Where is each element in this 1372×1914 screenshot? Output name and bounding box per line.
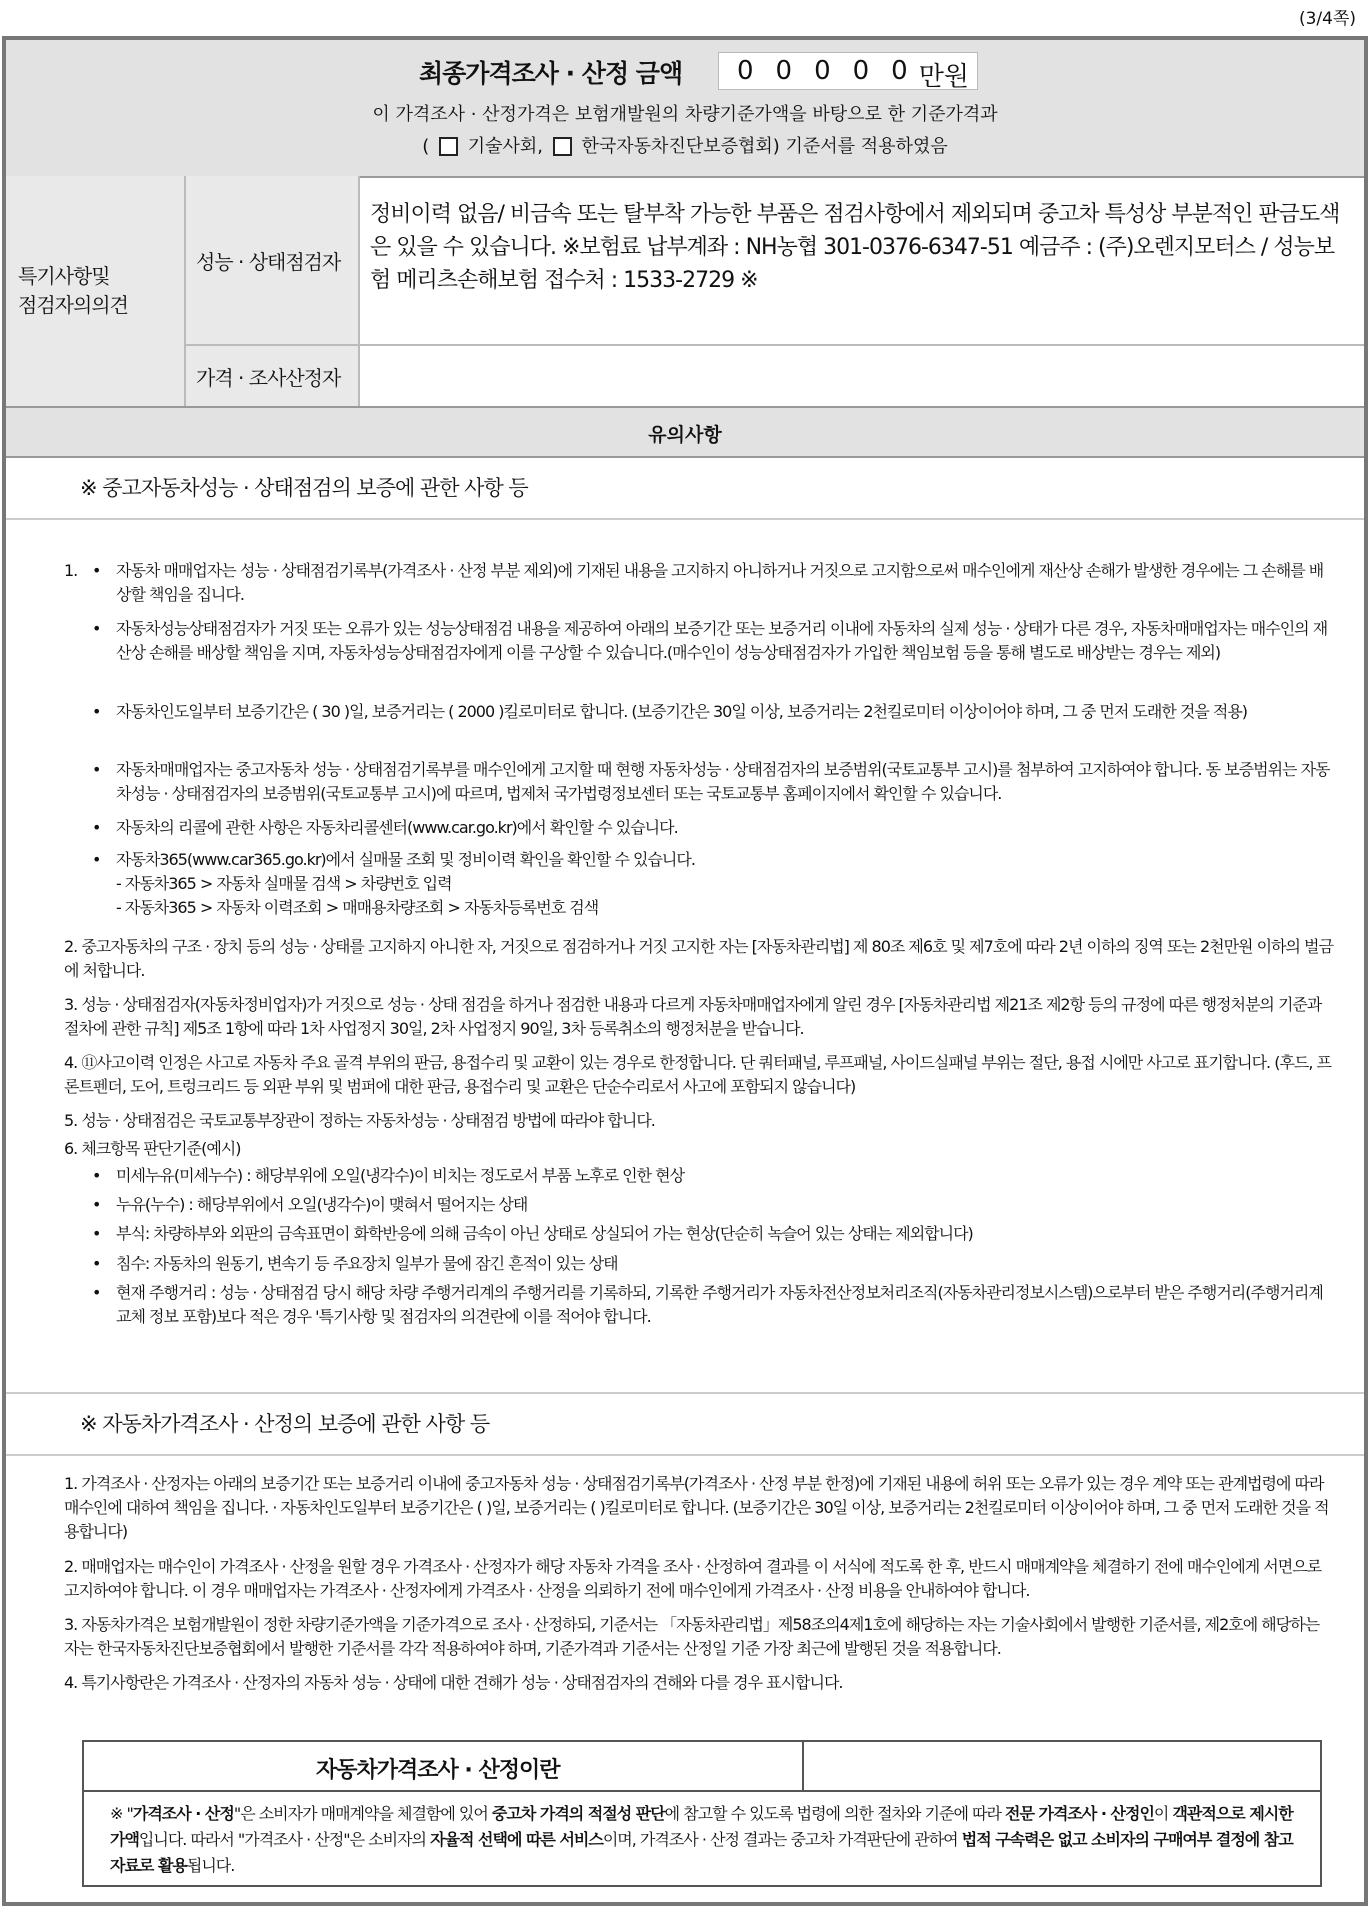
kadia-label: 한국자동차진단보증협회) 기준서를 적용하였음: [581, 136, 948, 157]
definition-text-bold: 가격조사 · 산정: [132, 1804, 234, 1823]
definition-text-part: ※ ": [110, 1804, 133, 1823]
definition-header: [82, 1740, 1322, 1792]
page-number: (3/4쪽): [1298, 9, 1356, 29]
section1-divider: [6, 518, 1364, 520]
appraiser-label: 가격 · 조사산정자: [196, 366, 341, 390]
list-item: 자동차인도일부터 보증기간은 ( 30 )일, 보증거리는 ( 2000 )킬로미터로 합니다. (보증기간은 30일 이상, 보증거리는 2천킬로미터 이상이어야 하며, 그 중 먼저 도래한 것을 적용): [116, 702, 1248, 721]
bullet-dot: •: [92, 850, 102, 869]
bullet-dot: •: [92, 1224, 102, 1243]
remarks-label: 특기사항및 점검자의의견: [18, 264, 128, 317]
final-price-section: [6, 40, 1364, 178]
tech-society-label: 기술사회,: [467, 136, 544, 157]
kadia-checkbox[interactable]: [553, 137, 572, 156]
bullet-dot: •: [92, 702, 102, 721]
definition-text-part: 이: [1153, 1804, 1173, 1823]
section1-item: 2. 중고자동차의 구조 · 장치 등의 성능 · 상태를 고지하지 아니한 자, 거짓으로 점검하거나 거짓 고지한 자는 [자동차관리법] 제 80조 제6호 및 제7호에 따라 2년 이하의 징역 또는 2천만원 이하의 벌금에 처합니다.: [64, 937, 1333, 980]
list-item: 자동차성능상태점검자가 거짓 또는 오류가 있는 성능상태점검 내용을 제공하여 아래의 보증기간 또는 보증거리 이내에 자동차의 실제 성능 · 상태가 다른 경우, 자동차매매업자는 매수인의 재산상 손해를 배상할 책임을 지며, 자동차성능상태점검자에게 이를 구상할 수 있습니다.(매수인이 성능상태점검자가 가입한 책임보험 등을 통해 별도로 배상받는 경우는 제외): [116, 619, 1328, 662]
standard-selection-line: [6, 132, 1364, 158]
bullet-dot: •: [92, 561, 102, 580]
notice-title: 유의사항: [648, 424, 722, 446]
appraiser-label-cell: [186, 346, 360, 406]
definition-text-bold: 객관적으로 제시한 가액: [110, 1804, 1293, 1849]
section2-item: 4. 특기사항란은 가격조사 · 산정자의 자동차 성능 · 상태에 대한 견해가 성능 · 상태점검자의 견해와 다를 경우 표시합니다.: [64, 1673, 843, 1692]
section2-title: ※ 자동차가격조사 · 산정의 보증에 관한 사항 등: [80, 1412, 490, 1436]
section1-item: 5. 성능 · 상태점검은 국토교통부장관이 정하는 자동차성능 · 상태점검 방법에 따라야 합니다.: [64, 1111, 655, 1130]
definition-title-cell: [84, 1742, 804, 1790]
price-basis-text: 이 가격조사 · 산정가격은 보험개발원의 차량기준가액을 바탕으로 한 기준가격과: [372, 104, 998, 125]
bullet-dot: •: [92, 760, 102, 779]
list-item: 미세누유(미세누수) : 해당부위에 오일(냉각수)이 비치는 정도로서 부품 노후로 인한 현상: [116, 1166, 685, 1185]
section2-divider-top: [6, 1392, 1364, 1394]
definition-body: [82, 1792, 1322, 1887]
definition-text-bold: 전문 가격조사 · 산정인: [1005, 1804, 1154, 1823]
inspector-label-cell: [186, 176, 360, 346]
section2-item: 3. 자동차가격은 보험개발원이 정한 차량기준가액을 기준가격으로 조사 · 산정하되, 기준서는 「자동차관리법」제58조의4제1호에 해당하는 자는 기술사회에서 발행한 기준서를, 제2호에 해당하는 자는 한국자동차진단보증협회에서 발행한 기준서를 각각 적용하여야 하며, 기준가격과 기준서는 산정일 기준 가장 최근에 발행된 것을 적용합니다.: [64, 1615, 1320, 1658]
remarks-table: [6, 176, 1364, 406]
list-item: 자동차 매매업자는 성능 · 상태점검기록부(가격조사 · 산정 부분 제외)에 기재된 내용을 고지하지 아니하거나 거짓으로 고지함으로써 매수인에게 재산상 손해가 발생한 경우에는 그 손해를 배상할 책임을 집니다.: [116, 561, 1324, 604]
bullet-dot: •: [92, 1254, 102, 1273]
list-item: 현재 주행거리 : 성능 · 상태점검 당시 해당 차량 주행거리계의 주행거리를 기록하되, 기록한 주행거리가 자동차전산정보처리조직(자동차관리정보시스템)으로부터 받은 주행거리(주행거리계 교체 정보 포함)보다 적은 경우 '특기사항 및 점검자의 의견란에 이를 적어야 합니다.: [116, 1283, 1323, 1326]
tech-society-checkbox[interactable]: [439, 137, 458, 156]
list-item: 침수: 자동차의 원동기, 변속기 등 주요장치 일부가 물에 잠긴 흔적이 있는 상태: [116, 1254, 618, 1273]
bullet-dot: •: [92, 619, 102, 638]
definition-text-part: 이며, 가격조사 · 산정 결과는 중고차 가격판단에 관하여: [602, 1830, 962, 1849]
definition-text-part: 입니다. 따라서 "가격조사 · 산정"은 소비자의: [138, 1830, 431, 1849]
definition-text-bold: 중고차 가격의 적절성 판단: [491, 1804, 665, 1823]
final-amount-unit: 만원: [918, 62, 969, 92]
notice-header: [6, 406, 1364, 458]
inspector-opinion-cell: [360, 176, 1364, 346]
definition-text-bold: 자율적 선택에 따른 서비스: [430, 1830, 603, 1849]
bullet-dot: •: [92, 1195, 102, 1214]
final-price-title: 최종가격조사 · 산정 금액: [419, 59, 683, 88]
list-item: 부식: 차량하부와 외판의 금속표면이 화학반응에 의해 금속이 아닌 상태로 상실되어 가는 현상(단순히 녹슬어 있는 상태는 제외합니다): [116, 1224, 973, 1243]
list-item: 자동차365(www.car365.go.kr)에서 실매물 조회 및 정비이력 확인을 확인할 수 있습니다. - 자동차365 > 자동차 실매물 검색 > 차량번호 입력 - 자동차365 > 자동차 이력조회 > 매매용차량조회 > 자동차등록번호 검색: [116, 850, 695, 917]
paren-open: (: [422, 136, 430, 157]
section1-item: 6. 체크항목 판단기준(예시): [64, 1139, 241, 1158]
section1-item1-number: 1.: [64, 561, 78, 580]
inspector-label: 성능 · 상태점검자: [196, 250, 341, 274]
section2-item: 2. 매매업자는 매수인이 가격조사 · 산정을 원할 경우 가격조사 · 산정자가 해당 자동차 가격을 조사 · 산정하여 결과를 이 서식에 적도록 한 후, 반드시 매매계약을 체결하기 전에 매수인에게 서면으로 고지하여야 합니다. 이 경우 매매업자는 가격조사 · 산정자에게 가격조사 · 산정을 의뢰하기 전에 매수인에게 가격조사 · 산정 비용을 안내하여야 합니다.: [64, 1557, 1322, 1600]
definition-text: [110, 1801, 1300, 1879]
list-item: 자동차의 리콜에 관한 사항은 자동차리콜센터(www.car.go.kr)에서 확인할 수 있습니다.: [116, 818, 678, 837]
section2-item: 1. 가격조사 · 산정자는 아래의 보증기간 또는 보증거리 이내에 중고자동차 성능 · 상태점검기록부(가격조사 · 산정 부분 한정)에 기재된 내용에 허위 또는 오류가 있는 경우 계약 또는 관계법령에 따라 매수인에 대하여 책임을 집니다. · 자동차인도일부터 보증기간은 ( )일, 보증거리는 ( )킬로미터로 합니다. (보증기간은 30일 이상, 보증거리는 2천킬로미터 이상이어야 하며, 그 중 먼저 도래한 것을 적용합니다): [64, 1474, 1329, 1541]
list-item: 누유(누수) : 해당부위에서 오일(냉각수)이 맺혀서 떨어지는 상태: [116, 1195, 528, 1214]
appraiser-opinion-cell: [360, 346, 1364, 406]
bullet-dot: •: [92, 818, 102, 837]
inspector-opinion: 정비이력 없음/ 비금속 또는 탈부착 가능한 부품은 점검사항에서 제외되며 중고차 특성상 부분적인 판금도색은 있을 수 있습니다. ※보험료 납부계좌 : NH농협 301-0376-6347-51 예금주 : (주)오렌지모터스 / 성능보험 메리츠손해보험 접수처 : 1533-2729 ※: [370, 202, 1340, 293]
section1-title: ※ 중고자동차성능 · 상태점검의 보증에 관한 사항 등: [80, 476, 528, 500]
remarks-label-cell: [6, 176, 186, 406]
definition-text-part: 에 참고할 수 있도록 법령에 의한 절차와 기준에 따라: [664, 1804, 1006, 1823]
final-amount-box: [718, 52, 978, 90]
definition-text-part: 됩니다.: [186, 1856, 235, 1875]
definition-text-bold: 법적 구속력은 없고 소비자의 구매여부 결정에 참고자료로 활용: [110, 1830, 1293, 1875]
section1-item: 4. ⑪사고이력 인정은 사고로 자동차 주요 골격 부위의 판금, 용접수리 및 교환이 있는 경우로 한정합니다. 단 쿼터패널, 루프패널, 사이드실패널 부위는 절단, 용접 시에만 사고로 표기합니다. (후드, 프론트펜더, 도어, 트렁크리드 등 외판 부위 및 범퍼에 대한 판금, 용접수리 및 교환은 단순수리로서 사고에 포함되지 않습니다): [64, 1053, 1332, 1096]
report-form: [2, 36, 1368, 1906]
final-amount-digits: 00000: [737, 56, 930, 86]
bullet-dot: •: [92, 1283, 102, 1302]
list-item: 자동차매매업자는 중고자동차 성능 · 상태점검기록부를 매수인에게 고지할 때 현행 자동차성능 · 상태점검자의 보증범위(국토교통부 고시)를 첨부하여 고지하여야 합니다. 동 보증범위는 자동차성능 · 상태점검자의 보증범위(국토교통부 고시)에 따르며, 법제처 국가법령정보센터 또는 국토교통부 홈페이지에서 확인할 수 있습니다.: [116, 760, 1330, 803]
bullet-dot: •: [92, 1166, 102, 1185]
definition-text-part: "은 소비자가 매매계약을 체결함에 있어: [233, 1804, 492, 1823]
section1-item: 3. 성능 · 상태점검자(자동차정비업자)가 거짓으로 성능 · 상태 점검을 하거나 점검한 내용과 다르게 자동차매매업자에게 알린 경우 [자동차관리법 제21조 제2항 등의 규정에 따른 행정처분의 기준과 절차에 관한 규칙] 제5조 1항에 따라 1차 사업정지 30일, 2차 사업정지 90일, 3차 등록취소의 행정처분을 받습니다.: [64, 995, 1322, 1038]
section2-divider: [6, 1454, 1364, 1456]
definition-title: 자동차가격조사 · 산정이란: [316, 1758, 560, 1783]
